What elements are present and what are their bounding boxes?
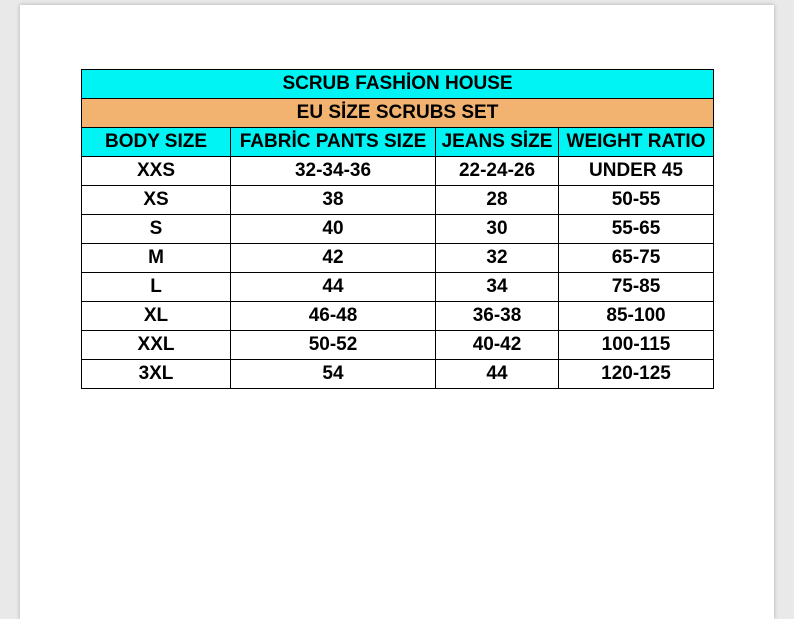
body-size-cell: S bbox=[82, 215, 231, 244]
jeans-size-cell: 32 bbox=[436, 244, 559, 273]
header-row bbox=[82, 128, 714, 157]
title-row bbox=[82, 70, 714, 99]
fabric-pants-size-cell: 40 bbox=[231, 215, 436, 244]
body-size-cell: XL bbox=[82, 302, 231, 331]
fabric-pants-size-cell: 32-34-36 bbox=[231, 157, 436, 186]
column-header-jeans-size: JEANS SİZE bbox=[436, 128, 559, 157]
table-row bbox=[82, 186, 714, 215]
fabric-pants-size-cell: 46-48 bbox=[231, 302, 436, 331]
table-row bbox=[82, 157, 714, 186]
body-size-cell: XXS bbox=[82, 157, 231, 186]
weight-ratio-cell: 55-65 bbox=[559, 215, 714, 244]
subtitle-row bbox=[82, 99, 714, 128]
jeans-size-cell: 30 bbox=[436, 215, 559, 244]
column-header-fabric-pants-size: FABRİC PANTS SIZE bbox=[231, 128, 436, 157]
weight-ratio-cell: 65-75 bbox=[559, 244, 714, 273]
fabric-pants-size-cell: 50-52 bbox=[231, 331, 436, 360]
fabric-pants-size-cell: 54 bbox=[231, 360, 436, 389]
fabric-pants-size-cell: 42 bbox=[231, 244, 436, 273]
weight-ratio-cell: 50-55 bbox=[559, 186, 714, 215]
weight-ratio-cell: UNDER 45 bbox=[559, 157, 714, 186]
jeans-size-cell: 28 bbox=[436, 186, 559, 215]
body-size-cell: XXL bbox=[82, 331, 231, 360]
fabric-pants-size-cell: 44 bbox=[231, 273, 436, 302]
document-page bbox=[20, 5, 774, 619]
table-row bbox=[82, 360, 714, 389]
table-row bbox=[82, 331, 714, 360]
jeans-size-cell: 34 bbox=[436, 273, 559, 302]
table-row bbox=[82, 215, 714, 244]
table-subtitle: EU SİZE SCRUBS SET bbox=[82, 99, 714, 128]
body-size-cell: 3XL bbox=[82, 360, 231, 389]
table-row bbox=[82, 244, 714, 273]
column-header-weight-ratio: WEIGHT RATIO bbox=[559, 128, 714, 157]
jeans-size-cell: 22-24-26 bbox=[436, 157, 559, 186]
weight-ratio-cell: 120-125 bbox=[559, 360, 714, 389]
jeans-size-cell: 40-42 bbox=[436, 331, 559, 360]
table-row bbox=[82, 302, 714, 331]
fabric-pants-size-cell: 38 bbox=[231, 186, 436, 215]
size-chart-table bbox=[81, 69, 714, 389]
body-size-cell: M bbox=[82, 244, 231, 273]
jeans-size-cell: 36-38 bbox=[436, 302, 559, 331]
weight-ratio-cell: 85-100 bbox=[559, 302, 714, 331]
body-size-cell: XS bbox=[82, 186, 231, 215]
weight-ratio-cell: 100-115 bbox=[559, 331, 714, 360]
body-size-cell: L bbox=[82, 273, 231, 302]
weight-ratio-cell: 75-85 bbox=[559, 273, 714, 302]
jeans-size-cell: 44 bbox=[436, 360, 559, 389]
column-header-body-size: BODY SIZE bbox=[82, 128, 231, 157]
table-title: SCRUB FASHİON HOUSE bbox=[82, 70, 714, 99]
table-row bbox=[82, 273, 714, 302]
